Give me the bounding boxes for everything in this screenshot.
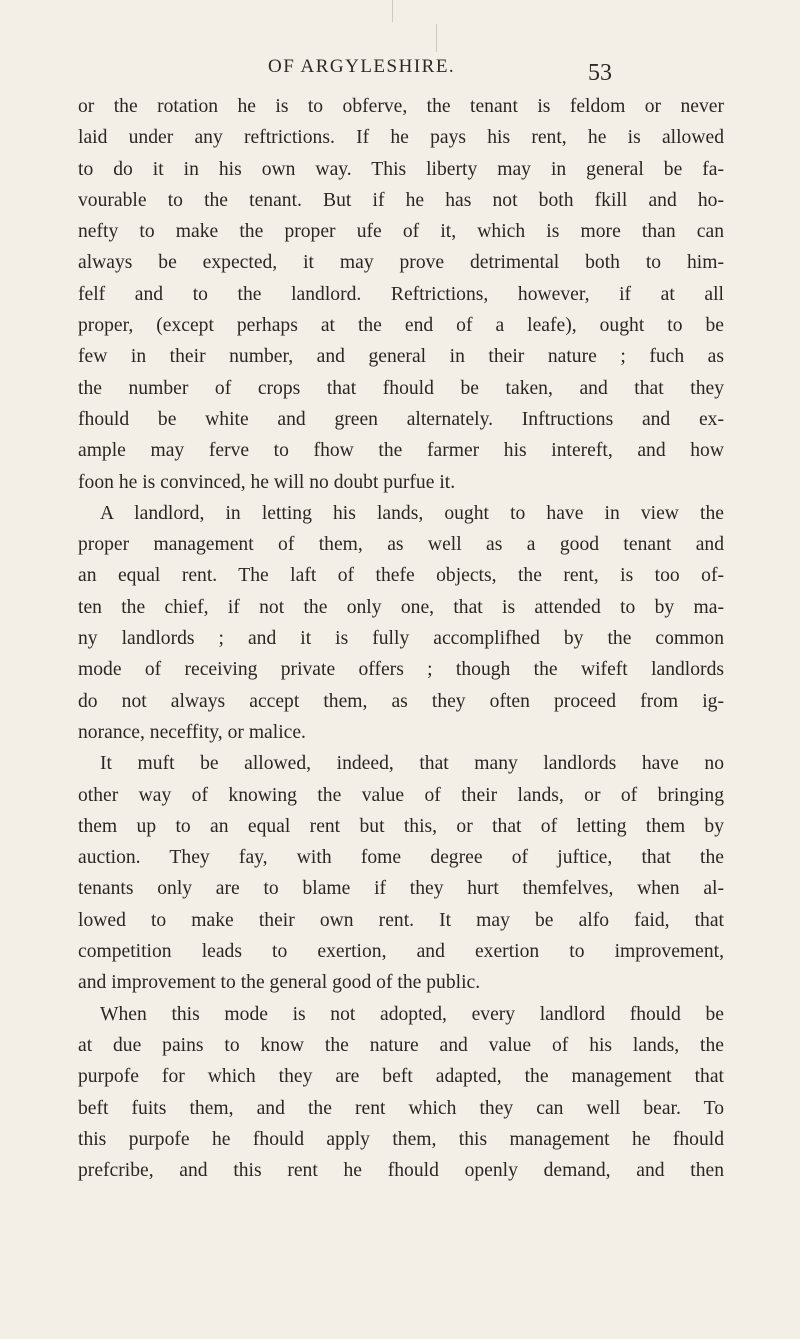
text-line: auction. They fay, with fome degree of juftice, that the	[78, 847, 724, 869]
text-line: A landlord, in letting his lands, ought to have in view the	[100, 502, 724, 524]
text-line: prefcribe, and this rent he fhould openly demand, and then	[78, 1160, 724, 1182]
running-head: OF ARGYLESHIRE.	[268, 56, 456, 77]
text-line: ten the chief, if not the only one, that is attended to by ma-	[78, 596, 724, 618]
text-line: do not always accept them, as they often proceed from ig-	[78, 690, 724, 712]
text-line: fhould be white and green alternately. Inftructions and ex-	[78, 408, 724, 430]
text-line: ample may ferve to fhow the farmer his intereft, and how	[78, 440, 724, 462]
text-line: proper, (except perhaps at the end of a leafe), ought to be	[78, 315, 724, 337]
text-line: few in their number, and general in their nature ; fuch as	[78, 346, 724, 368]
text-line: competition leads to exertion, and exertion to improvement,	[78, 941, 724, 963]
text-line: to do it in his own way. This liberty may in general be fa-	[78, 158, 724, 180]
text-line: an equal rent. The laft of thefe objects, the rent, is too of-	[78, 565, 724, 587]
text-line: and improvement to the general good of the public.	[78, 972, 481, 994]
text-line: beft fuits them, and the rent which they can well bear. To	[78, 1097, 724, 1119]
text-line: other way of knowing the value of their lands, or of bringing	[78, 784, 724, 806]
text-line: lowed to make their own rent. It may be alfo faid, that	[78, 909, 724, 931]
text-line: vourable to the tenant. But if he has not both fkill and ho-	[78, 189, 724, 211]
text-line: or the rotation he is to obferve, the tenant is feldom or never	[78, 96, 724, 117]
text-line: always be expected, it may prove detrimental both to him-	[78, 252, 724, 274]
text-line: foon he is convinced, he will no doubt purfue it.	[78, 471, 456, 493]
paper-crease-mark	[392, 0, 393, 22]
text-line: norance, neceffity, or malice.	[78, 721, 306, 743]
text-line: proper management of them, as well as a good tenant and	[78, 534, 724, 556]
body-text	[78, 91, 724, 1186]
text-line: tenants only are to blame if they hurt themfelves, when al-	[78, 878, 724, 900]
text-line: mode of receiving private offers ; though the wifeft landlords	[78, 659, 724, 681]
text-line: this purpofe he fhould apply them, this management he fhould	[78, 1128, 724, 1150]
paper-crease-mark	[436, 24, 437, 52]
text-line: nefty to make the proper ufe of it, which is more than can	[78, 221, 724, 243]
text-line: When this mode is not adopted, every landlord fhould be	[100, 1003, 724, 1025]
text-line: at due pains to know the nature and value of his lands, the	[78, 1034, 724, 1056]
text-line: the number of crops that fhould be taken, and that they	[78, 377, 724, 399]
text-line: felf and to the landlord. Reftrictions, however, if at all	[78, 283, 724, 305]
text-line: them up to an equal rent but this, or that of letting them by	[78, 815, 724, 837]
text-line: laid under any reftrictions. If he pays his rent, he is allowed	[78, 127, 724, 149]
page-number: 53	[588, 60, 612, 86]
text-line: It muft be allowed, indeed, that many landlords have no	[100, 753, 724, 775]
text-line: purpofe for which they are beft adapted, the management that	[78, 1066, 724, 1088]
text-line: ny landlords ; and it is fully accomplifhed by the common	[78, 628, 724, 650]
